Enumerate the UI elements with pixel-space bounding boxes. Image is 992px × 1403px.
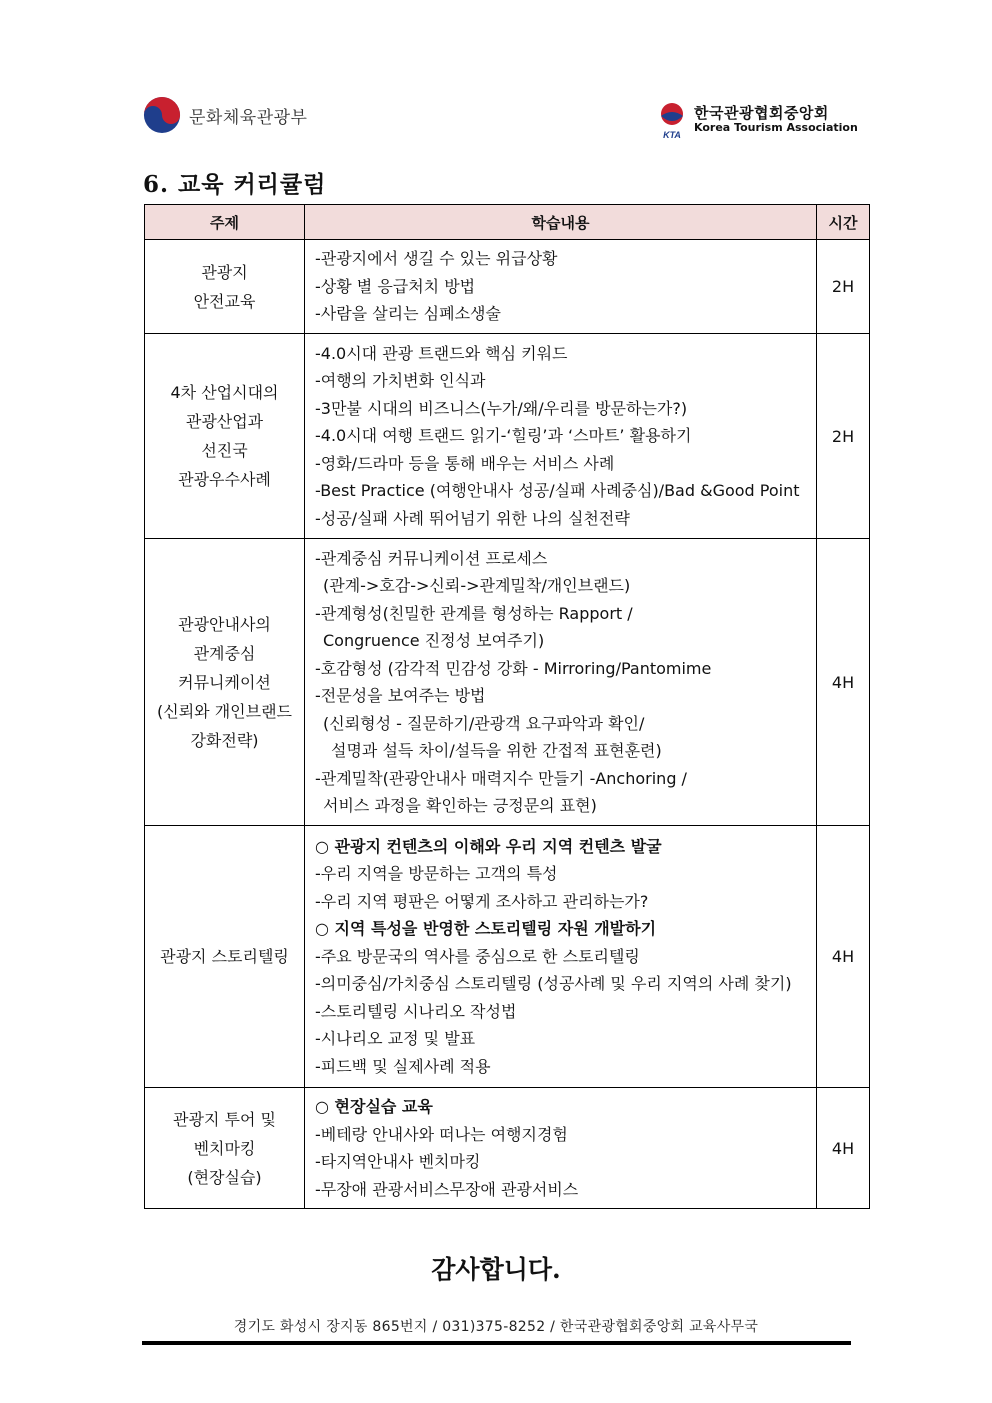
content-subheading: ○ 현장실습 교육 <box>315 1097 433 1116</box>
topic-line: 관광우수사례 <box>178 470 271 489</box>
curriculum-body <box>145 240 870 1209</box>
table-row <box>145 1088 870 1209</box>
topic-line: 관광안내사의 <box>178 614 271 634</box>
content-line: -영화/드라마 등을 통해 배우는 서비스 사례 <box>315 453 615 473</box>
table-header-row <box>145 205 870 240</box>
association-logo <box>656 100 858 140</box>
row-content <box>305 826 817 1088</box>
topic-line: 관광지 투어 및 <box>173 1109 276 1129</box>
association-name-en: Korea Tourism Association <box>694 121 858 135</box>
topic-line: 관광지 스토리텔링 <box>160 947 289 966</box>
row-topic <box>145 1088 305 1209</box>
topic-line: 커뮤니케이션 <box>178 672 271 692</box>
content-line: -관계형성(친밀한 관계를 형성하는 Rapport / <box>315 603 633 623</box>
topic-line: (현장실습) <box>187 1167 262 1187</box>
content-line: -관계밀착(관광안내사 매력지수 만들기 -Anchoring / <box>315 768 687 788</box>
content-line: -관광지에서 생길 수 있는 위급상황 <box>315 249 558 269</box>
association-name-ko: 한국관광협회중앙회 <box>694 104 829 123</box>
content-line: -호감형성 (감각적 민감성 강화 - Mirroring/Pantomime <box>315 658 712 678</box>
content-line: -스토리텔링 시나리오 작성법 <box>315 1001 517 1021</box>
content-line: -의미중심/가치중심 스토리텔링 (성공사례 및 우리 지역의 사례 찾기) <box>315 974 792 994</box>
ministry-name: 문화체육관광부 <box>189 107 308 128</box>
content-line: 설명과 설득 차이/설득을 위한 간접적 표현훈련) <box>331 741 662 760</box>
row-content <box>305 240 817 334</box>
row-content <box>305 1088 817 1209</box>
content-line: -Best Practice (여행안내사 성공/실패 사례중심)/Bad &Good Point <box>315 481 800 501</box>
topic-line: 관광산업과 <box>185 412 264 431</box>
content-line: -사람을 살리는 심폐소생술 <box>315 304 501 324</box>
row-content <box>305 539 817 826</box>
content-subheading: ○ 지역 특성을 반영한 스토리텔링 자원 개발하기 <box>315 919 657 939</box>
content-line: -3만불 시대의 비즈니스(누가/왜/우리를 방문하는가?) <box>315 398 688 418</box>
taegeuk-emblem-icon <box>143 96 181 134</box>
content-line: -4.0시대 여행 트랜드 읽기-‘힐링’과 ‘스마트’ 활용하기 <box>315 426 692 446</box>
footer-contact: 경기도 화성시 장지동 865번지 / 031)375-8252 / 한국관광협회중앙회 교육사무국 <box>233 1319 759 1335</box>
closing-message: 감사합니다. <box>431 1255 561 1284</box>
content-line: -베테랑 안내사와 떠나는 여행지경험 <box>315 1124 568 1144</box>
content-line: -우리 지역 평판은 어떻게 조사하고 관리하는가? <box>315 891 649 911</box>
topic-line: 관광지 <box>201 262 248 282</box>
content-line: -주요 방문국의 역사를 중심으로 한 스토리텔링 <box>315 946 640 966</box>
topic-line: 안전교육 <box>193 291 256 311</box>
topic-line: (신뢰와 개인브랜드 <box>157 701 292 721</box>
content-line: (관계->호감->신뢰->관계밀착/개인브랜드) <box>323 576 631 595</box>
section-title: 6. 교육 커리큘럼 <box>143 171 327 198</box>
header-topic: 주제 <box>145 205 305 240</box>
content-line: -상황 별 응급처치 방법 <box>315 276 476 296</box>
topic-line: 강화전략) <box>190 730 259 750</box>
row-time: 4H <box>817 826 870 1088</box>
content-line: -우리 지역을 방문하는 고객의 특성 <box>315 864 558 884</box>
row-topic <box>145 240 305 334</box>
topic-line: 선진국 <box>201 441 248 460</box>
row-content <box>305 334 817 539</box>
content-line: -여행의 가치변화 인식과 <box>315 371 486 391</box>
row-time: 2H <box>817 240 870 334</box>
content-line: -4.0시대 관광 트랜드와 핵심 키워드 <box>315 343 568 363</box>
ministry-logo <box>143 96 307 134</box>
content-line: -전문성을 보여주는 방법 <box>315 686 486 705</box>
header-content: 학습내용 <box>305 205 817 240</box>
content-line: -타지역안내사 벤치마킹 <box>315 1152 481 1171</box>
content-line: (신뢰형성 - 질문하기/관광객 요구파악과 확인/ <box>323 713 645 733</box>
curriculum-table <box>144 204 870 1209</box>
table-row <box>145 539 870 826</box>
content-subheading: ○ 관광지 컨텐츠의 이해와 우리 지역 컨텐츠 발굴 <box>315 836 662 856</box>
row-topic <box>145 826 305 1088</box>
content-line: -피드백 및 실제사례 적용 <box>315 1056 491 1076</box>
footer-divider <box>142 1341 851 1345</box>
table-row <box>145 240 870 334</box>
row-time: 4H <box>817 1088 870 1209</box>
content-line: 서비스 과정을 확인하는 긍정문의 표현) <box>323 796 597 815</box>
kta-abbrev: KTA <box>663 130 681 140</box>
topic-line: 관계중심 <box>193 643 256 663</box>
row-time: 4H <box>817 539 870 826</box>
content-line: Congruence 진정성 보여주기) <box>323 631 545 650</box>
topic-line: 4차 산업시대의 <box>170 383 279 402</box>
table-row <box>145 826 870 1088</box>
content-line: -시나리오 교정 및 발표 <box>315 1029 476 1049</box>
row-topic <box>145 334 305 539</box>
row-topic <box>145 539 305 826</box>
header-time: 시간 <box>817 205 870 240</box>
table-row <box>145 334 870 539</box>
row-time: 2H <box>817 334 870 539</box>
content-line: -성공/실패 사례 뛰어넘기 위한 나의 실천전략 <box>315 508 630 528</box>
content-line: -관계중심 커뮤니케이션 프로세스 <box>315 548 548 568</box>
topic-line: 벤치마킹 <box>193 1138 256 1158</box>
content-line: -무장애 관광서비스무장애 관광서비스 <box>315 1179 579 1199</box>
kta-emblem-icon <box>656 100 688 140</box>
